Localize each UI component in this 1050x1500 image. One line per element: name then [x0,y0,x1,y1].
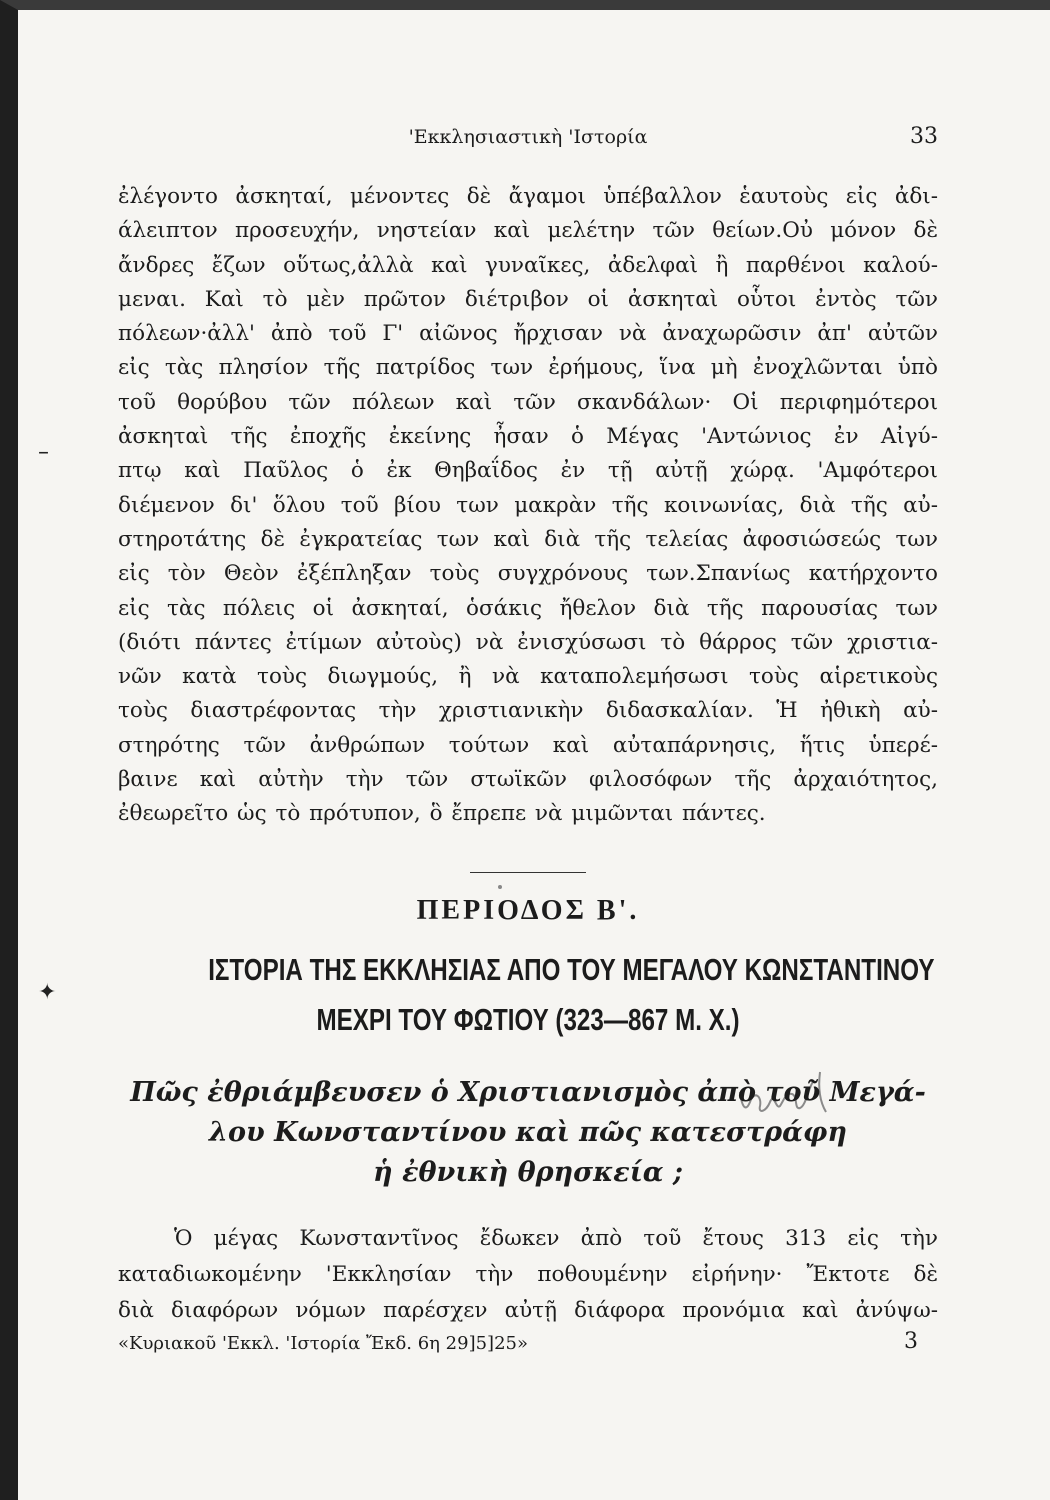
book-page [118,120,938,1363]
text-line: άλειπτον προσευχήν, νηστείαν καὶ μελέτην τῶν θείων.Οὐ μόνον δὲ [118,218,938,244]
margin-mark-1: – [38,440,49,465]
text-line: εἰς τὰς πόλεις οἱ ἀσκηταί, ὁσάκις ἤθελον διὰ τῆς παρουσίας των [118,595,938,621]
text-line: μεναι. Καὶ τὸ μὲν πρῶτον διέτριβον οἱ ἀσκηταὶ οὗτοι ἐντὸς τῶν [118,286,938,312]
text-line: πτῳ καὶ Παῦλος ὁ ἐκ Θηβαΐδος ἐν τῇ αὐτῇ χώρᾳ. 'Αμφότεροι [118,458,938,484]
text-line: εἰς τὸν Θεὸν ἐξέπληξαν τοὺς συγχρόνους των.Σπανίως κατήρχοντο [118,561,938,587]
text-line: (διότι πάντες ἐτίμων αὐτοὺς) νὰ ἐνισχύσωσι τὸ θάρρος τῶν χριστια- [118,629,938,655]
text-line: ἐθεωρεῖτο ὡς τὸ πρότυπον, ὃ ἔπρεπε νὰ μιμῶνται πάντες. [118,801,766,827]
text-line: Ὁ μέγας Κωνσταντῖνος ἔδωκεν ἀπὸ τοῦ ἔτους 313 εἰς τὴν [174,1225,938,1251]
text-line: ἀσκηταὶ τῆς ἐποχῆς ἐκείνης ἦσαν ὁ Μέγας 'Αντώνιος ἐν Αἰγύ- [118,424,938,450]
text-line: ἐλέγοντο ἀσκηταί, μένοντες δὲ ἄγαμοι ὑπέβαλλον ἑαυτοὺς εἰς ἀδι- [118,184,938,209]
signature-number: 3 [904,1328,918,1354]
text-line: βαινε καὶ αὐτὴν τὴν τῶν στωϊκῶν φιλοσόφων τῆς ἀρχαιότητος, [118,767,938,793]
text-line: τοὺς διαστρέφοντας τὴν χριστιανικὴν διδασκαλίαν. Ἡ ἠθικὴ αὐ- [118,698,938,724]
paragraph-constantine [118,1221,938,1329]
chapter-title [208,945,935,1045]
paragraph-ascetics [118,180,938,832]
printing-note: «Κυριακοῦ 'Εκκλ. 'Ιστορία Ἔκδ. 6η 29]5]25» [118,1332,529,1354]
text-line: διέμενον δι' ὅλου τοῦ βίου των μακρὰν τῆς κοινωνίας, διὰ τῆς αὐ- [118,492,938,518]
text-line: καταδιωκομένην 'Εκκλησίαν τὴν ποθουμένην εἰρήνην· Ἔκτοτε δὲ [118,1261,938,1287]
text-line: εἰς τὰς πλησίον τῆς πατρίδος των ἐρήμους, ἵνα μὴ ἐνοχλῶνται ὑπὸ [118,355,938,381]
page-footer [118,1329,938,1363]
text-line: νῶν κατὰ τοὺς διωγμούς, ἢ νὰ καταπολεμήσωσι τοὺς αἱρετικοὺς [118,664,938,690]
section-divider [470,872,586,873]
subtitle-line: ἡ ἐθνικὴ θρησκεία ; [373,1156,683,1188]
running-title: 'Εκκλησιαστικὴ 'Ιστορία [408,126,648,148]
text-line: ἄνδρες ἔζων οὕτως,ἀλλὰ καὶ γυναῖκες, ἀδελφαὶ ἢ παρθένοι καλού- [118,252,938,278]
text-line: πόλεων·ἀλλ' ἀπὸ τοῦ Γ' αἰῶνος ἤρχισαν νὰ ἀναχωρῶσιν ἀπ' αὐτῶν [118,321,938,347]
chapter-title-line: ΜΕΧΡΙ ΤΟΥ ΦΩΤΙΟΥ (323—867 Μ. Χ.) [316,1001,740,1037]
text-line: στηροτάτης δὲ ἐγκρατείας των καὶ διὰ τῆς τελείας ἀφοσιώσεώς των [118,526,938,552]
period-title: ΠΕΡΙΟΔΟΣ Β'. [416,894,640,926]
text-line: διὰ διαφόρων νόμων παρέσχεν αὐτῇ διάφορα προνόμια καὶ ἀνύψω- [118,1297,938,1323]
subtitle-line: Πῶς ἐθριάμβευσεν ὁ Χριστιανισμὸς ἀπὸ τοῦ Μεγά- [130,1076,926,1108]
section-subtitle [118,1073,938,1193]
chapter-title-line: ΙΣΤΟΡΙΑ ΤΗΣ ΕΚΚΛΗΣΙΑΣ ΑΠΟ ΤΟΥ ΜΕΓΑΛΟΥ ΚΩΝΣΤΑΝΤΙΝΟΥ [208,951,935,987]
subtitle-line: λου Κωνσταντίνου καὶ πῶς κατεστράφη [209,1116,847,1148]
margin-mark-2: ✦ [38,980,57,1005]
text-line: στηρότης τῶν ἀνθρώπων τούτων καὶ αὐταπάρνησις, ἥτις ὑπερέ- [118,732,938,758]
text-line: τοῦ θορύβου τῶν πόλεων καὶ τῶν σκανδάλων· Οἱ περιφημότεροι [118,389,938,415]
page-number: 33 [910,124,938,149]
page-header [118,120,938,160]
